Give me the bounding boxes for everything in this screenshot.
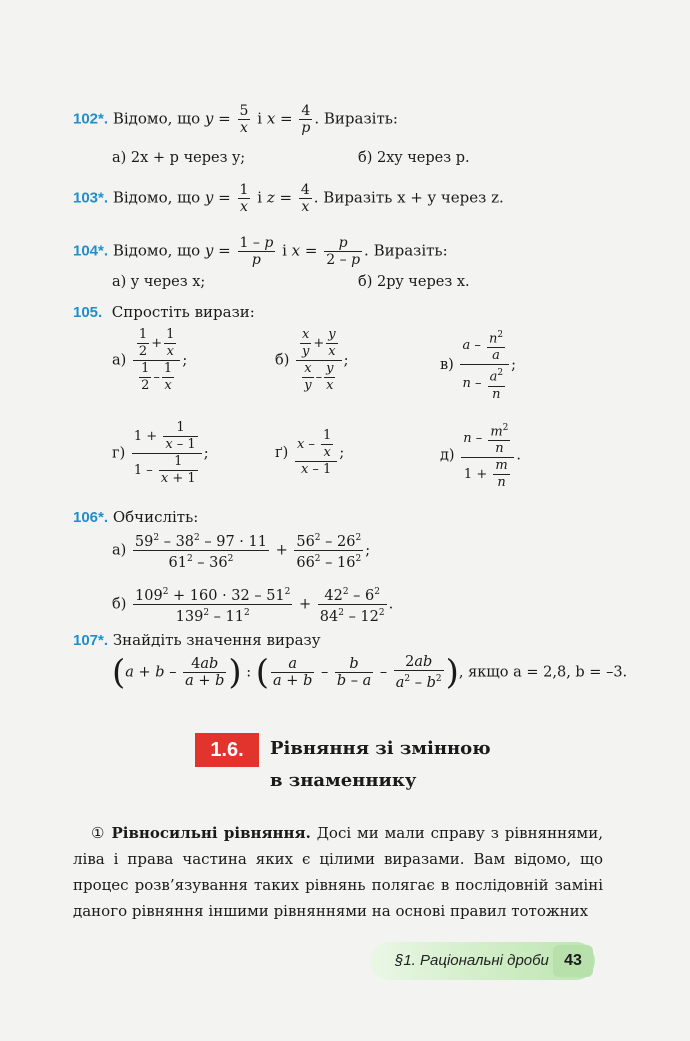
expr-105a: а) $\frac{1}{2}$ + $\frac{1}{x}$ $\frac{1}{2}$ – $\frac{1}{x}$ ; <box>112 327 188 393</box>
label: г) <box>112 445 126 462</box>
problem-102: 102*. Відомо, що y = $\frac{5}{x}$ і x = $\frac{4}{p}$ . Виразіть: <box>73 103 398 136</box>
expr-107: (a + b – $\frac{4ab}{a + b}$ ) : ( $\frac{a}{a + b}$ – $\frac{b}{b - a}$ – $\frac{2ab}{a^2 - b^2}$ ), якщо a = 2,8, b = –3. <box>112 652 628 693</box>
label: б) <box>112 596 127 613</box>
problem-number: 105. <box>73 304 103 321</box>
condition: якщо a = 2,8, b = –3. <box>468 664 628 681</box>
expr-106a: а) $\frac{59^2 - 38^2 - 97 \cdot 11}{61^2 - 36^2}$ + $\frac{56^2 - 26^2}{66^2 - 16^2}$ ; <box>112 530 370 571</box>
and-word: і <box>257 109 263 128</box>
problem-number: 103*. <box>73 189 109 207</box>
problem-103: 103*. Відомо, що y = $\frac{1}{x}$ і z = $\frac{4}{x}$ . Виразіть x + y через z. <box>73 182 504 215</box>
label: а) <box>112 542 127 559</box>
problem-106 <box>73 507 198 528</box>
section-title-line1: Рівняння зі змінною <box>270 738 491 759</box>
label: ґ) <box>275 445 289 461</box>
problem-number: 102*. <box>73 110 109 128</box>
problem-number: 106*. <box>73 509 109 526</box>
problem-end: Виразіть: <box>323 109 398 128</box>
expr-105gg: ґ) x – $\frac{1}{x}$ x – 1 ; <box>275 428 345 477</box>
problem-end: Виразіть: <box>373 241 448 260</box>
part-a: а) 2x + p через y; <box>112 150 246 166</box>
and-word: і <box>257 188 263 207</box>
label: д) <box>440 447 455 464</box>
expr-105g: г) 1 + $\frac{1}{x - 1}$ 1 – $\frac{1}{x + 1}$ ; <box>112 420 209 486</box>
part-a: а) y через x; <box>112 274 206 290</box>
problem-number: 104*. <box>73 242 109 260</box>
problem-intro: Відомо, що <box>112 188 201 207</box>
label: в) <box>440 356 454 373</box>
paragraph-heading: Рівносильні рівняння. <box>111 824 311 842</box>
problem-text: Знайдіть значення виразу <box>112 631 321 649</box>
section-number: 1.6. <box>195 733 259 767</box>
problem-104: 104*. Відомо, що y = $\frac{1 - p}{p}$ і x = $\frac{p}{2 - p}$ . Виразіть: <box>73 235 448 268</box>
part-b: б) 2xy через p. <box>358 150 470 166</box>
problem-intro: Відомо, що <box>112 241 201 260</box>
problem-107 <box>73 630 321 651</box>
paragraph-text: Досі ми мали справу з рівняннями, ліва і права частина яких є цілими виразами. Вам відомо, що процес розв’язування таких рівнянь полягає в послідовній заміні даного рівняння іншими рівняннями на основі правил тотожних <box>73 824 603 920</box>
problem-text: Спростіть вирази: <box>111 303 255 321</box>
label: б) <box>275 352 290 369</box>
part-b: б) 2py через x. <box>358 274 470 290</box>
expr-105b: б) $\frac{x}{y}$ + $\frac{y}{x}$ $\frac{x}{y}$ – $\frac{y}{x}$ ; <box>275 327 349 393</box>
section-title-line2: в знаменнику <box>270 770 417 791</box>
paragraph-marker: ① <box>91 824 106 842</box>
label: а) <box>112 352 127 369</box>
expr-106b: б) $\frac{109^2 + 160 \cdot 32 - 51^2}{139^2 - 11^2}$ + $\frac{42^2 - 6^2}{84^2 - 12^2}$ . <box>112 584 393 625</box>
problem-105 <box>73 302 255 323</box>
body-paragraph <box>73 820 603 924</box>
problem-text: Обчисліть: <box>112 508 199 526</box>
and-word: і <box>282 241 287 260</box>
problem-intro: Відомо, що <box>112 109 201 128</box>
expr-105v: в) a – $\frac{n^2}{a}$ n – $\frac{a^2}{n}$ ; <box>440 327 516 403</box>
expr-105d: д) n – $\frac{m^2}{n}$ 1 + $\frac{m}{n}$ . <box>440 420 521 491</box>
problem-end: Виразіть x + y через z. <box>323 188 504 207</box>
problem-number: 107*. <box>73 632 109 649</box>
page-number: 43 <box>553 945 593 977</box>
footer-chapter-label: §1. Раціональні дроби <box>395 952 549 969</box>
